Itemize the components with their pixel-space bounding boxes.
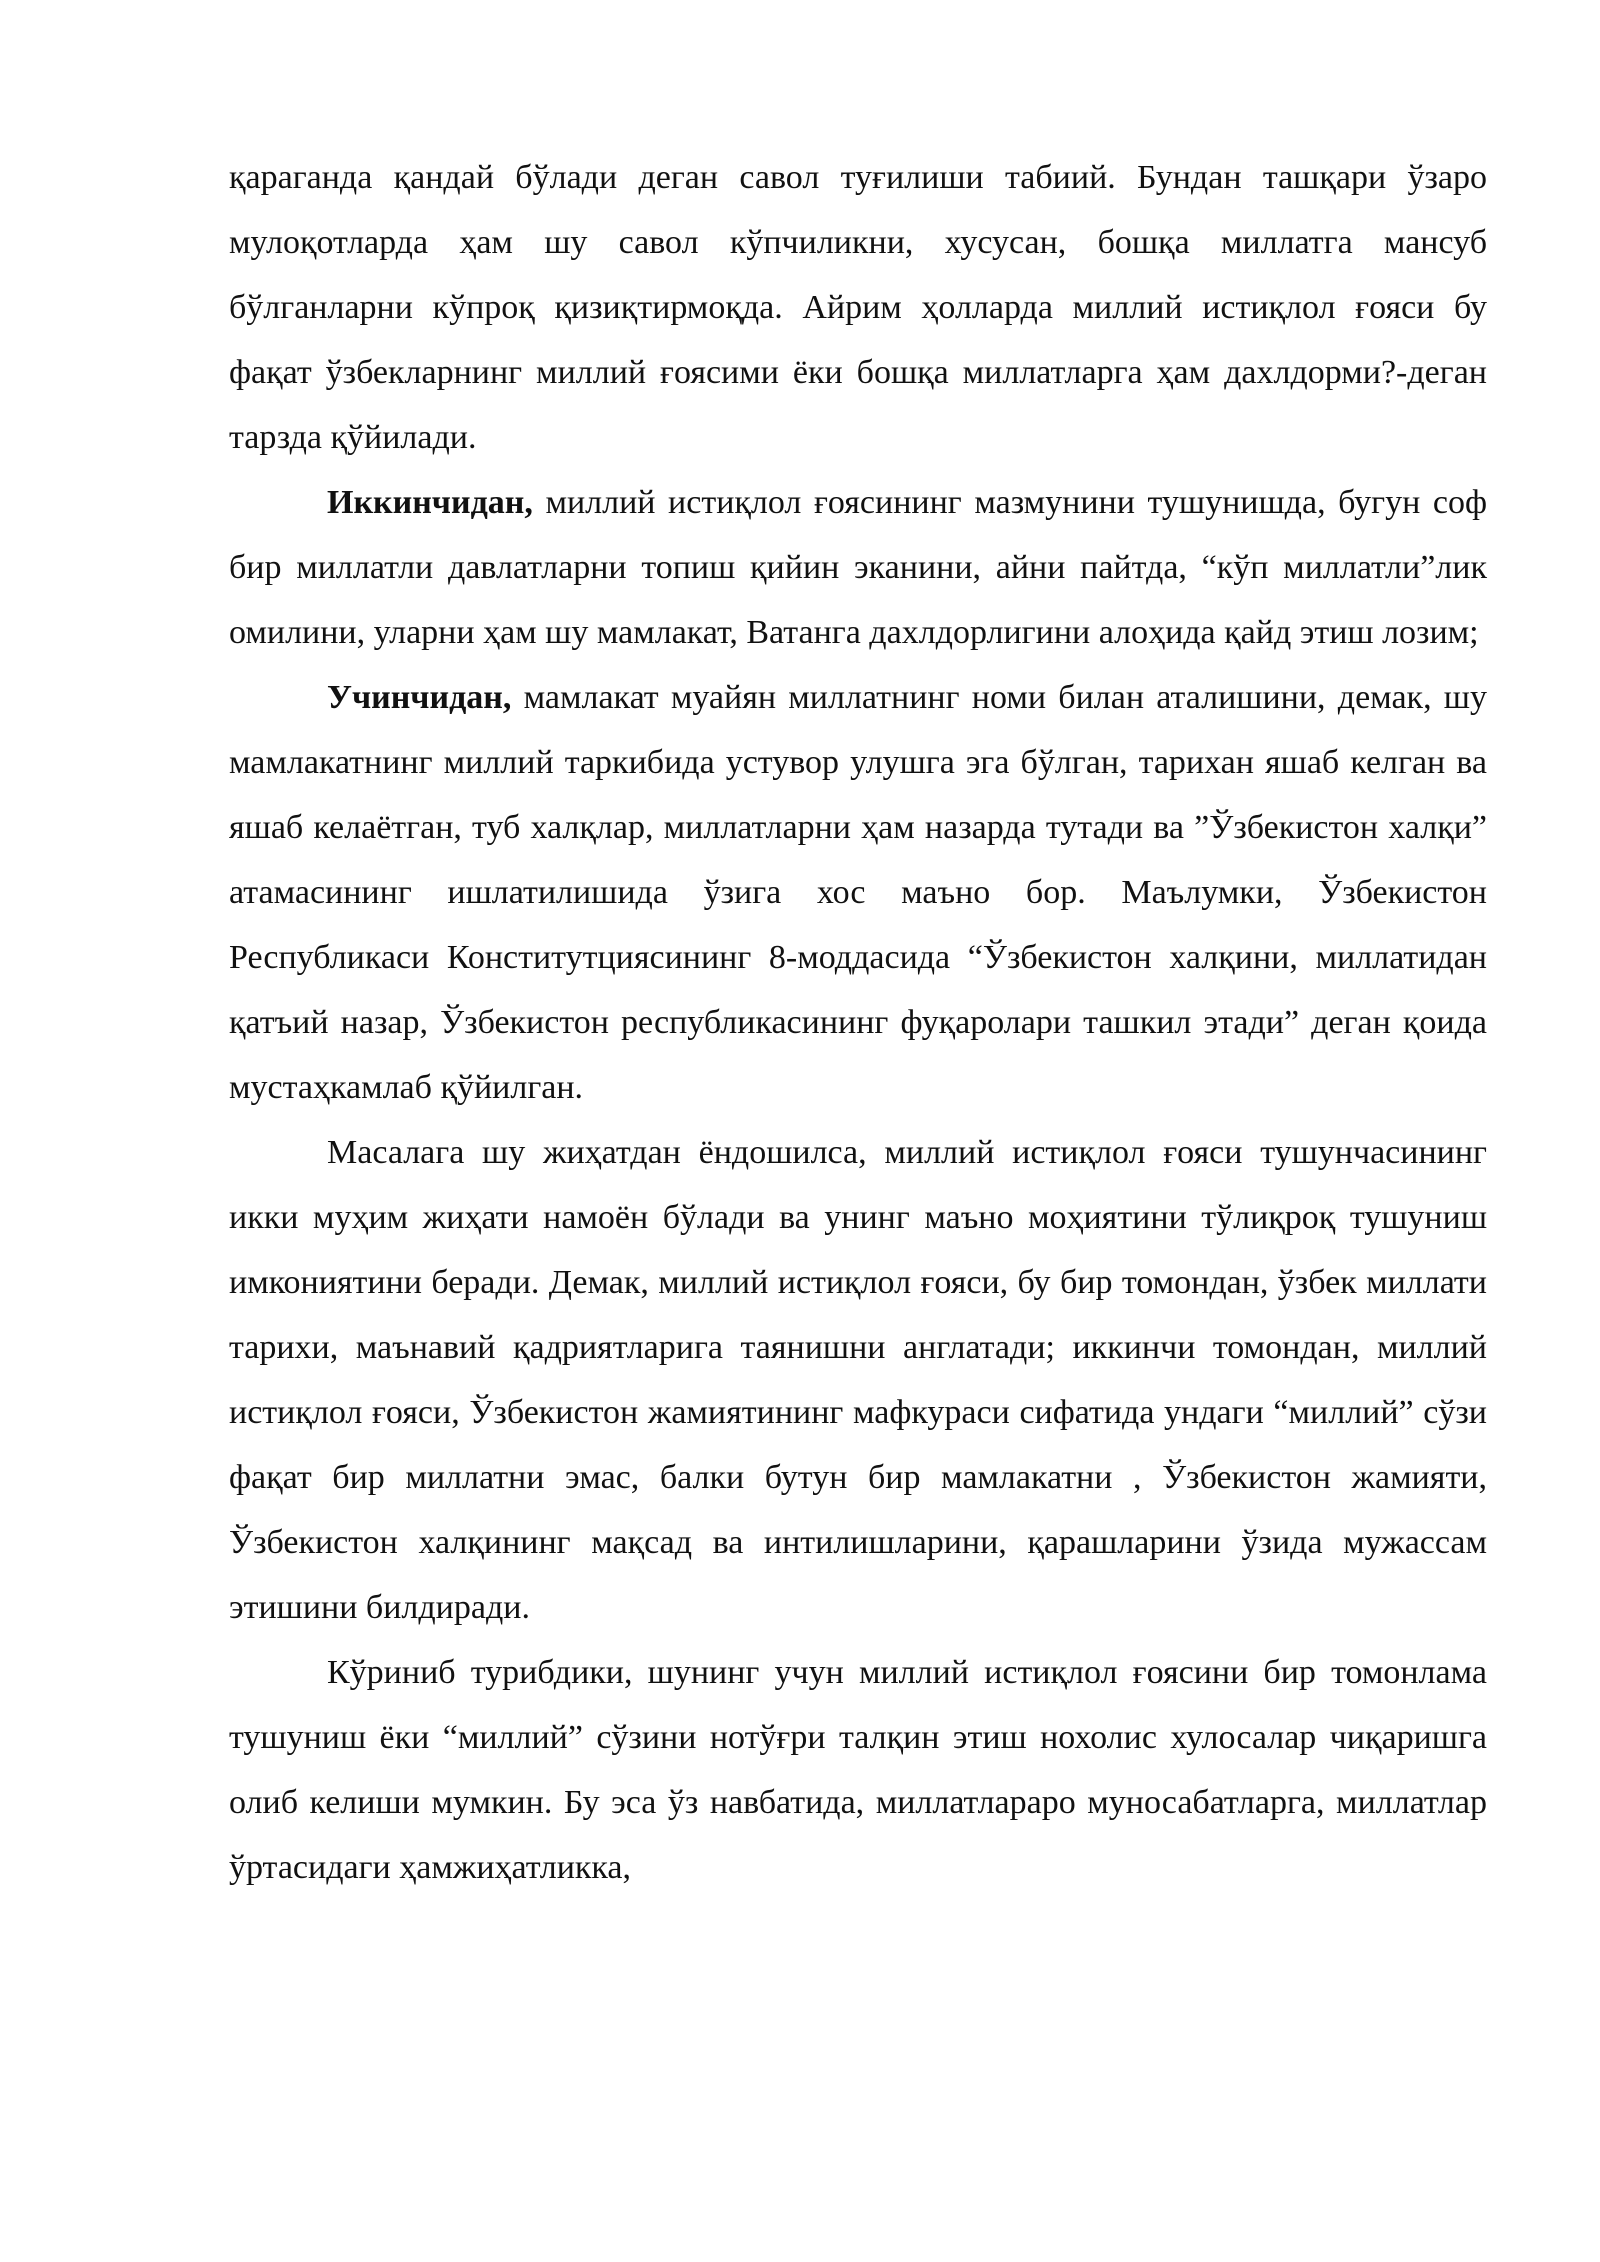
document-body: [229, 145, 1487, 1900]
paragraph-2: [229, 470, 1487, 665]
paragraph-5-text: Кўриниб турибдики, шунинг учун миллий истиқлол ғоясини бир томонлама тушуниш ёки “миллий” сўзини нотўғри талқин этиш нохолис хулосалар чиқаришга олиб келиши мумкин. Бу эса ўз навбатида, миллатлараро муносабатларга, миллатлар ўртасидаги ҳамжиҳатликка,: [229, 1654, 1487, 1886]
paragraph-3: [229, 665, 1487, 1120]
paragraph-1: [229, 145, 1487, 470]
paragraph-2-lead: Иккинчидан,: [327, 484, 533, 521]
paragraph-3-lead: Учинчидан,: [327, 679, 512, 716]
paragraph-3-text: мамлакат муайян миллатнинг номи билан аталишини, демак, шу мамлакатнинг миллий таркибида устувор улушга эга бўлган, тарихан яшаб келган ва яшаб келаётган, туб халқлар, миллатларни ҳам назарда тутади ва ”Ўзбекистон халқи” атамасининг ишлатилишида ўзига хос маъно бор. Маълумки, Ўзбекистон Республикаси Конститутциясининг 8-моддасида “Ўзбекистон халқини, миллатидан қатъий назар, Ўзбекистон республикасининг фуқаролари ташкил этади” деган қоида мустаҳкамлаб қўйилган.: [229, 679, 1487, 1106]
paragraph-5: [229, 1640, 1487, 1900]
paragraph-1-text: қараганда қандай бўлади деган савол туғилиши табиий. Бундан ташқари ўзаро мулоқотларда ҳам шу савол кўпчиликни, хусусан, бошқа миллатга мансуб бўлганларни кўпроқ қизиқтирмоқда. Айрим ҳолларда миллий истиқлол ғояси бу фақат ўзбекларнинг миллий ғоясими ёки бошқа миллатларга ҳам дахлдорми?-деган тарзда қўйилади.: [229, 159, 1487, 456]
paragraph-4-text: Масалага шу жиҳатдан ёндошилса, миллий истиқлол ғояси тушунчасининг икки муҳим жиҳати намоён бўлади ва унинг маъно моҳиятини тўлиқроқ тушуниш имкониятини беради. Демак, миллий истиқлол ғояси, бу бир томондан, ўзбек миллати тарихи, маънавий қадриятларига таянишни англатади; иккинчи томондан, миллий истиқлол ғояси, Ўзбекистон жамиятининг мафкураси сифатида ундаги “миллий” сўзи фақат бир миллатни эмас, балки бутун бир мамлакатни , Ўзбекистон жамияти, Ўзбекистон халқининг мақсад ва интилишларини, қарашларини ўзида мужассам этишини билдиради.: [229, 1134, 1487, 1626]
paragraph-2-text: миллий истиқлол ғоясининг мазмунини тушунишда, бугун соф бир миллатли давлатларни топиш қийин эканини, айни пайтда, “кўп миллатли”лик омилини, уларни ҳам шу мамлакат, Ватанга дахлдорлигини алоҳида қайд этиш лозим;: [229, 484, 1487, 651]
paragraph-4: [229, 1120, 1487, 1640]
